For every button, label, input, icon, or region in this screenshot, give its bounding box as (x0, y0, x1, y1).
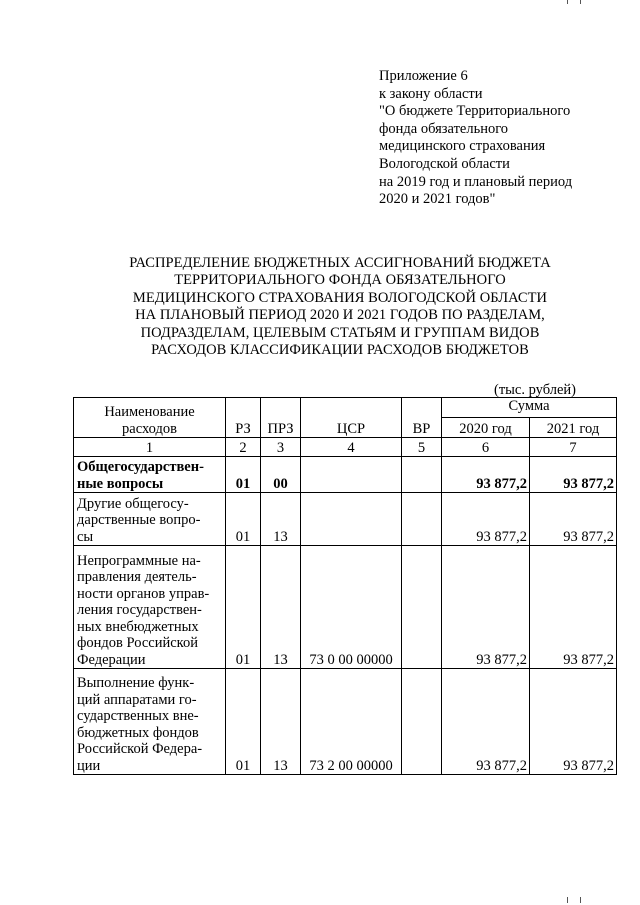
table-row (74, 457, 617, 493)
row-name-line: ные вопросы (77, 475, 164, 492)
row-rz: 01 (226, 669, 261, 775)
scan-mark (567, 897, 568, 903)
row-sum-2021: 93 877,2 (530, 546, 617, 669)
row-sum-2021: 93 877,2 (530, 669, 617, 775)
document-title (90, 255, 590, 359)
title-line: ТЕРРИТОРИАЛЬНОГО ФОНДА ОБЯЗАТЕЛЬНОГО (174, 272, 506, 289)
scan-mark (580, 0, 581, 4)
row-name-line: Федерации (77, 651, 146, 668)
row-name-line: ций аппаратами го- (77, 691, 197, 708)
row-sum-2020: 93 877,2 (442, 546, 530, 669)
row-csr (301, 457, 402, 493)
title-line: РАСХОДОВ КЛАССИФИКАЦИИ РАСХОДОВ БЮДЖЕТОВ (151, 342, 529, 359)
row-name-line: Непрограммные на- (77, 552, 201, 569)
row-name-line: ции (77, 757, 101, 774)
table-column-numbers-row (74, 438, 617, 457)
row-vr (402, 546, 442, 669)
row-prz: 13 (261, 669, 301, 775)
budget-table (73, 397, 617, 775)
header-vr: ВР (402, 398, 442, 438)
row-sum-2020: 93 877,2 (442, 493, 530, 546)
row-name-line: ных внебюджетных (77, 618, 199, 635)
title-line: МЕДИЦИНСКОГО СТРАХОВАНИЯ ВОЛОГОДСКОЙ ОБЛАСТИ (132, 289, 548, 306)
row-sum-2021: 93 877,2 (530, 493, 617, 546)
appendix-line: на 2019 год и плановый период (379, 173, 573, 190)
row-csr: 73 0 00 00000 (301, 546, 402, 669)
column-number: 4 (301, 438, 402, 457)
appendix-line: медицинского страхования (379, 138, 546, 155)
row-name-line: дарственные вопро- (77, 512, 201, 528)
row-name-line: фондов Российской (77, 635, 198, 651)
row-prz: 00 (261, 457, 301, 493)
row-csr: 73 2 00 00000 (301, 669, 402, 775)
title-line: ПОДРАЗДЕЛАМ, ЦЕЛЕВЫМ СТАТЬЯМ И ГРУППАМ ВИДОВ (140, 324, 540, 341)
title-line: РАСПРЕДЕЛЕНИЕ БЮДЖЕТНЫХ АССИГНОВАНИЙ БЮДЖЕТА (129, 255, 551, 271)
appendix-line: 2020 и 2021 годов" (379, 191, 496, 208)
header-csr: ЦСР (301, 398, 402, 438)
header-name: Наименование расходов (74, 398, 226, 438)
column-number: 2 (226, 438, 261, 457)
column-number: 5 (402, 438, 442, 457)
row-name-line: Выполнение функ- (77, 675, 195, 691)
row-vr (402, 457, 442, 493)
row-name-line: Российской Федера- (77, 741, 203, 757)
row-csr (301, 493, 402, 546)
header-rz: РЗ (226, 398, 261, 438)
column-number: 7 (530, 438, 617, 457)
row-name-line: сы (77, 528, 94, 545)
row-name-line: Общегосударствен- (77, 459, 204, 475)
row-name-line: Другие общегосу- (77, 495, 189, 512)
row-vr (402, 493, 442, 546)
appendix-line: "О бюджете Территориального (379, 103, 571, 120)
appendix-line: Приложение 6 (379, 68, 468, 84)
column-number: 3 (261, 438, 301, 457)
row-name (74, 457, 226, 493)
row-prz: 13 (261, 493, 301, 546)
table-row (74, 546, 617, 669)
units-label: (тыс. рублей) (494, 382, 576, 398)
header-prz: ПРЗ (261, 398, 301, 438)
row-name (74, 493, 226, 546)
row-name (74, 546, 226, 669)
row-prz: 13 (261, 546, 301, 669)
column-number: 6 (442, 438, 530, 457)
scan-mark (567, 0, 568, 4)
scan-mark (580, 897, 581, 903)
row-sum-2020: 93 877,2 (442, 669, 530, 775)
appendix-line: фонда обязательного (379, 120, 509, 137)
row-name (74, 669, 226, 775)
table-row (74, 669, 617, 775)
appendix-line: к закону области (379, 85, 483, 102)
row-name-line: ности органов управ- (77, 585, 210, 602)
row-name-line: сударственных вне- (77, 708, 199, 724)
row-name-line: правления деятель- (77, 569, 197, 585)
header-year-2021: 2021 год (530, 418, 617, 438)
row-name-line: бюджетных фондов (77, 724, 199, 741)
row-name-line: ления государствен- (77, 602, 202, 618)
column-number: 1 (74, 438, 226, 457)
table-header-row (74, 398, 617, 418)
table-row (74, 493, 617, 546)
row-rz: 01 (226, 457, 261, 493)
row-rz: 01 (226, 546, 261, 669)
row-vr (402, 669, 442, 775)
appendix-line: Вологодской области (379, 155, 510, 172)
row-sum-2021: 93 877,2 (530, 457, 617, 493)
appendix-block (379, 68, 619, 209)
row-rz: 01 (226, 493, 261, 546)
title-line: НА ПЛАНОВЫЙ ПЕРИОД 2020 И 2021 ГОДОВ ПО РАЗДЕЛАМ, (135, 307, 545, 324)
header-year-2020: 2020 год (442, 418, 530, 438)
header-sum: Сумма (442, 398, 617, 418)
row-sum-2020: 93 877,2 (442, 457, 530, 493)
